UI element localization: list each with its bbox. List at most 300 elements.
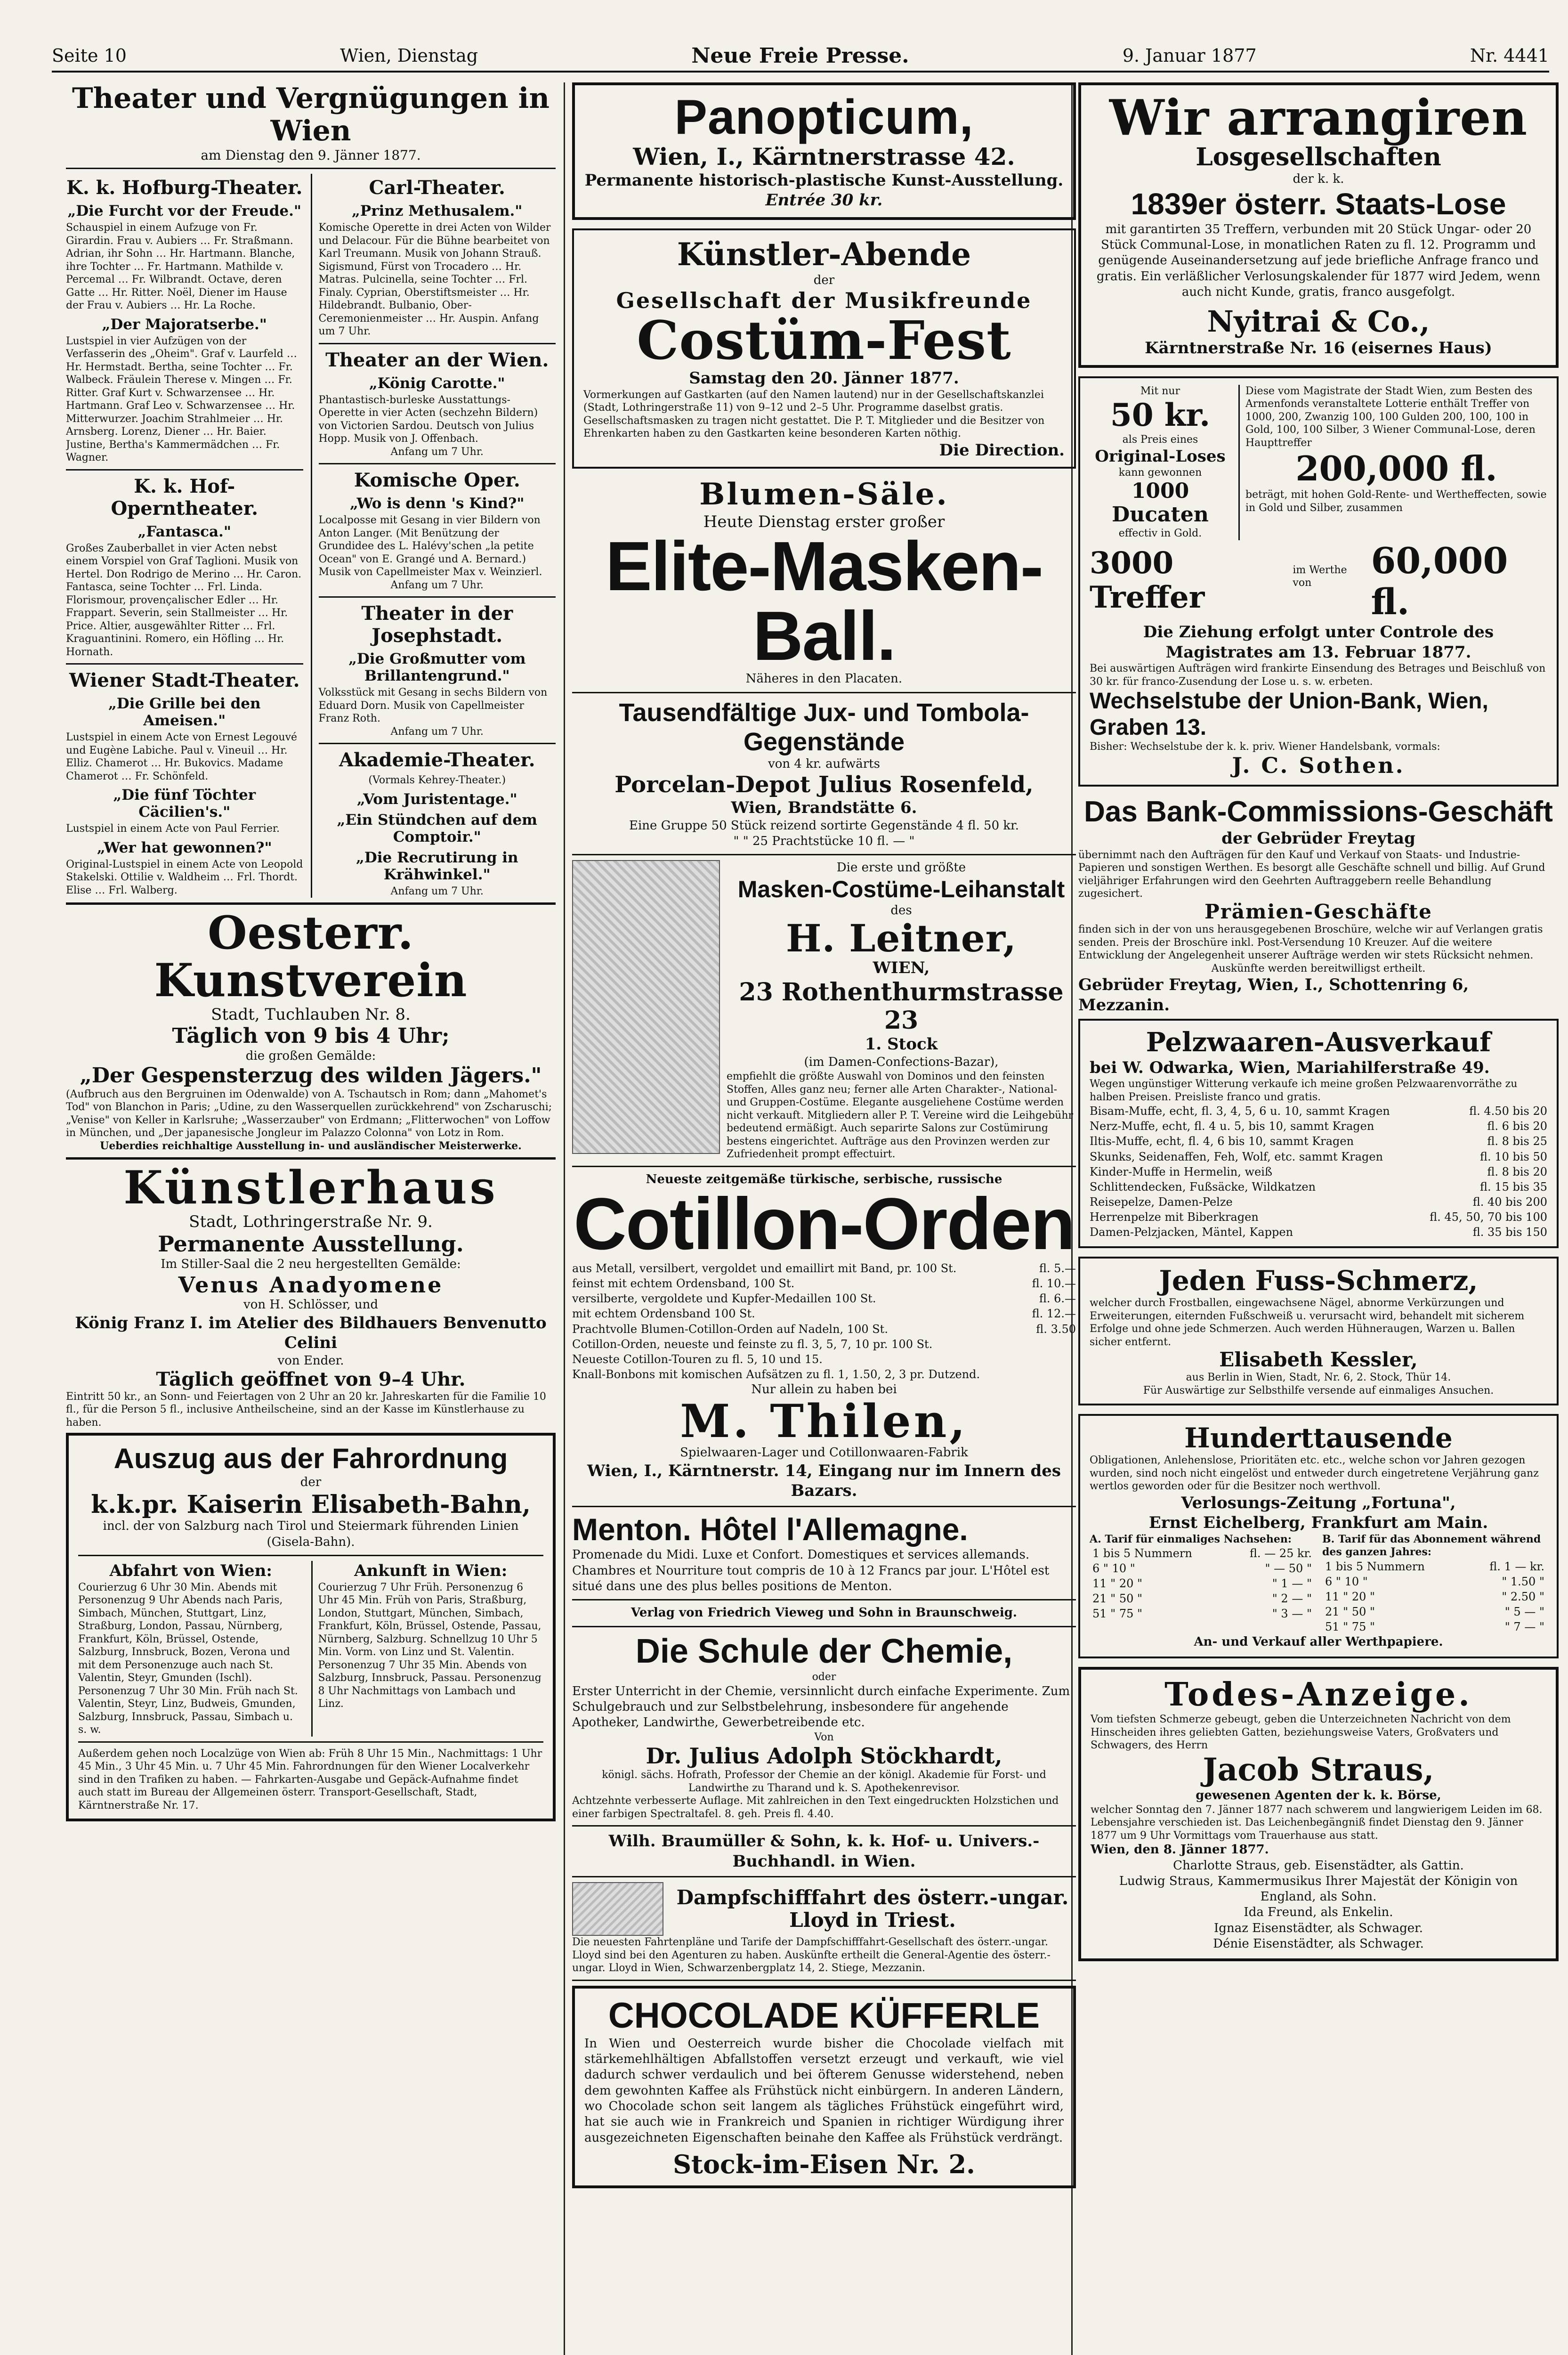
price-item: Iltis-Muffe, echt, fl. 4, 6 bis 10, sammt Kragen (1090, 1135, 1354, 1148)
ankunft-title: Ankunft in Wien: (354, 1561, 508, 1581)
tariff-row (1090, 1606, 1315, 1621)
play-cast: Localposse mit Gesang in vier Bildern von Anton Langer. (Mit Benützung der Grundidee des L. Halévy'schen „la petite Ocean" von E. Grangé und A. Bernard.) Musik von Capellmeister Max v. Weinzierl. (318, 514, 542, 578)
abfahrt-title: Abfahrt von Wien: (109, 1561, 272, 1581)
price-item: Herrenpelze mit Biberkragen (1090, 1210, 1259, 1224)
staatslose-title: Wir arrangiren (1109, 89, 1528, 146)
theater-name: Theater in der Josephstadt. (361, 602, 513, 647)
price-item: versilberte, vergoldete und Kupfer-Medaillen 100 St. (572, 1292, 876, 1306)
tariff-price: " 1 — " (1272, 1577, 1312, 1591)
column-right (1078, 82, 1559, 2355)
price-item: Reisepelze, Damen-Pelze (1090, 1195, 1233, 1209)
kunstverein-intro: die großen Gemälde: (245, 1048, 376, 1063)
price-item: Prachtvolle Blumen-Cotillon-Orden auf Nadeln, 100 St. (572, 1322, 888, 1336)
pelz-ad (1078, 1019, 1559, 1248)
kuefferle-text: In Wien und Oesterreich wurde bisher die Chocolade vielfach mit stärkemehlhältigen Abfallstoffen versetzt erzeugt und verkauft, wie viel dadurch schwer verdaulich und bei öfterem Genusse widerstehend, neben dem gewohnten Kaffee als Frühstück nicht einbürgern. In anderen Ländern, wo Chocolade schon seit langem als tägliches Frühstück eingeführt wird, hat sie auch wie in Frankreich und Spanien in richtiger Würdigung ihrer ausgezeichneten Eigenschaften beinahe den Kaffee als Frühstück verdrängt. (584, 2036, 1064, 2145)
fahrordnung-columns (78, 1561, 543, 1737)
price-item: mit echtem Ordensband 100 St. (572, 1307, 755, 1321)
theater-name: Wiener Stadt-Theater. (69, 669, 300, 691)
theater-col-b (311, 174, 556, 898)
tariff-numbers: 21 " 50 " (1092, 1592, 1143, 1606)
tariff-price: fl. — 25 kr. (1249, 1547, 1312, 1560)
kuenstlerabende-ad (572, 228, 1076, 469)
tariff-a (1090, 1533, 1315, 1634)
play-cast: Volksstück mit Gesang in sechs Bildern von Eduard Dorn. Musik von Capellmeister Franz Roth. (318, 687, 548, 724)
pelz-by: bei W. Odwarka, Wien, Mariahilferstraße 49. (1090, 1058, 1490, 1077)
issue-date: 9. Januar 1877 (1122, 45, 1257, 66)
todes-text: welcher Sonntag den 7. Jänner 1877 nach schwerem und langwierigem Leiden im 68. Lebensjahre verschieden ist. Das Leichenbegängniß findet Dienstag den 9. Jänner 1877 um 9 Uhr Vormittags vom Trauerhause aus statt. (1091, 1803, 1543, 1842)
todes-role: gewesenen Agenten der k. k. Börse, (1196, 1788, 1441, 1803)
kuenstlerhaus-show: Permanente Ausstellung. (158, 1231, 464, 1257)
unionbank-firm-pre: Bisher: Wechselstube der k. k. priv. Wiener Handelsbank, vormals: (1090, 740, 1440, 753)
price-value: fl. 10.— (1032, 1277, 1076, 1291)
staatslose-address: Kärntnerstraße Nr. 16 (eisernes Haus) (1145, 339, 1492, 358)
freytag-der: der Gebrüder Freytag (1221, 829, 1415, 848)
price-item: Schlittendecken, Fußsäcke, Wildkatzen (1090, 1180, 1316, 1194)
divider (319, 743, 556, 744)
play-title: „Die Furcht vor der Freude." (67, 203, 302, 219)
lloyd-text: Die neuesten Fahrtenpläne und Tarife der Dampfschifffahrt-Gesellschaft des österr.-ungar. Lloyd sind bei den Agenturen zu haben. Auskünfte ertheilt die General-Agentie des österr.-ungar. Lloyd in Wien, Schwarzenbergplatz 14, 2. Stiege, Mezzanin. (572, 1936, 1051, 1974)
tariff-row (1322, 1559, 1547, 1574)
unionbank-left-line: Original-Loses (1095, 447, 1226, 466)
price-value: fl. 8 bis 25 (1487, 1135, 1547, 1148)
price-value: fl. 35 bis 150 (1472, 1226, 1547, 1239)
play-cast: Lustspiel in vier Aufzügen von der Verfasserin des „Oheim". Graf v. Laurfeld … Hr. Hermstadt. Bertha, seine Tochter … Fr. Walbeck. Fräulein Therese v. Mingen … Fr. Ritter. Graf Kurt v. Schwarzensee … Hr. Hartmann. Graf Leo v. Schwarzensee … Hr. Mitterwurzer. Joachim Strahlmeier … Hr. Arnsberg. Lorenz, Diener … Hr. Baier. Justine, Bertha's Kammermädchen … Fr. Wagner. (66, 335, 297, 463)
lloyd-title: Dampfschifffahrt des österr.-ungar. Lloyd in Triest. (676, 1885, 1069, 1932)
todes-anzeige (1078, 1667, 1559, 1961)
divider (572, 854, 1076, 855)
theater-name: K. k. Hof-Operntheater. (111, 475, 259, 520)
price-item: Neueste Cotillon-Touren zu fl. 5, 10 und 15. (572, 1352, 823, 1366)
page-header (52, 41, 1549, 73)
divider (78, 1741, 543, 1743)
leitner-name: H. Leitner, (785, 916, 1017, 961)
tombola-address: Wien, Brandstätte 6. (731, 798, 917, 818)
kuefferle-ad (572, 1986, 1076, 2188)
fahrordnung-der: der (300, 1475, 322, 1490)
play-title: „Die Großmutter vom Brillantengrund." (348, 650, 526, 684)
kunstverein-title: Oesterr. Kunstverein (154, 906, 468, 1007)
menton-text: Promenade du Midi. Luxe et Confort. Domestiques et services allemands. Chambres et Nourriture tout compris de 10 à 12 Francs par jour. L'Hôtel est situé dans une des plus belles positions de Menton. (572, 1548, 1050, 1594)
kuenstlerhaus-hours: Täglich geöffnet von 9–4 Uhr. (156, 1368, 466, 1390)
kuenstlerhaus-work2: König Franz I. im Atelier des Bildhauers Benvenutto Celini (75, 1313, 547, 1353)
todes-signer: Ignaz Eisenstädter, als Schwager. (1214, 1921, 1423, 1935)
freytag-text: übernimmt nach den Aufträgen für den Kauf und Verkauf von Staats- und Industrie-Papieren und sonstigen Werthen. Es besorgt alle Geschäfte schnell und billig. Auf Grund vieljähriger Erfahrungen wird den Geehrten Auftraggebern reelle Behandlung zugesichert. (1078, 849, 1545, 900)
tariff-price: fl. 1 — kr. (1489, 1559, 1544, 1573)
lloyd-ad (572, 1882, 1076, 1936)
page-number: Seite 10 (52, 45, 127, 66)
price-row (1090, 1104, 1547, 1119)
chemie-text: Erster Unterricht in der Chemie, versinnlicht durch einfache Experimente. Zum Schulgebrauch und zur Selbstbelehrung, insbesondere für angehende Apotheker, Landwirthe, Gewerbetreibende etc. (572, 1684, 1070, 1730)
tariff-price: " 2.50 " (1502, 1590, 1544, 1603)
price-row (1090, 1149, 1547, 1164)
panopticum-entry: Entrée 30 kr. (765, 191, 883, 210)
play-cast: Lustspiel in einem Acte von Ernest Legouvé und Eugène Labiche. Paul v. Vineuil … Hr. Elliz. Chamerot … Hr. Bukovics. Madame Chamerot … Fr. Schönfeld. (66, 731, 298, 782)
fuss-name: Elisabeth Kessler, (1219, 1348, 1418, 1372)
theater-listing (66, 174, 556, 898)
tariff-numbers: 21 " 50 " (1325, 1605, 1375, 1618)
leitner-floor: 1. Stock (865, 1035, 938, 1054)
staatslose-line3: 1839er österr. Staats-Lose (1131, 187, 1506, 221)
cotillon-address: Wien, I., Kärntnerstr. 14, Eingang nur im Innern des Bazars. (587, 1461, 1061, 1501)
fahrordnung-bahn: k.k.pr. Kaiserin Elisabeth-Bahn, (91, 1490, 531, 1519)
kunstverein-text: (Aufbruch aus den Bergruinen im Odenwalde) von A. Tschautsch in Rom; dann „Mahomet's Tod" von Blanchon in Paris; „Udine, zu den Wasserquellen zurückkehrend" von Zscharuschi; „Venise" von Keller in Karlsruhe; „Wasserzauber" von Erdmann; „Flitterwochen" von Loffow in München, und „Der japanesische Jongleur im Palazzo Colonna" von Lotz in Rom. (66, 1088, 552, 1139)
tariff-a-table (1090, 1546, 1315, 1621)
price-row (1090, 1134, 1547, 1149)
kuefferle-title: CHOCOLADE KÜFFERLE (608, 1995, 1040, 2036)
kunstverein-hours: Täglich von 9 bis 4 Uhr; (172, 1024, 450, 1048)
cotillon-name: M. Thilen, (680, 1394, 968, 1448)
kuenstlerabende-text: Vormerkungen auf Gastkarten (auf den Namen lautend) nur in der Gesellschaftskanzlei (Stadt, Lothringerstraße 11) von 9–12 und 2–5 Uhr. Programme daselbst gratis. Gesellschaftsmasken zu tragen nicht gestattet. Die P. T. Mitglieder und die Besitzer von Ehrenkarten haben zu den Gastkarten keine besonderen Karten nöthig. (583, 389, 1045, 440)
price-row (1090, 1179, 1547, 1194)
play-title: „Prinz Methusalem." (352, 203, 523, 219)
kuenstlerabende-society: Gesellschaft der Musikfreunde (616, 287, 1032, 313)
leitner-ad (572, 860, 1076, 1161)
pelz-intro: Wegen ungünstiger Witterung verkaufe ich meine großen Pelzwaarenvorräthe zu halben Preisen. Preisliste franco und gratis. (1090, 1078, 1518, 1103)
abfahrt-text: Courierzug 6 Uhr 30 Min. Abends mit Personenzug 9 Uhr Abends nach Paris, Simbach, München, Stuttgart, Linz, Straßburg, London, Passau, Nürnberg, Frankfurt, Köln, Brüssel, Ostende, Salzburg, Innsbruck, Bozen, Verona und mit dem Personenzuge auch nach St. Valentin, Steyr, Gmunden (Ischl). Personenzug 7 Uhr 30 Min. Früh nach St. Valentin, Steyr, Linz, Budweis, Gmunden, Salzburg, Innsbruck, Passau, Simbach u. s. w. (78, 1581, 298, 1736)
tariff-price: " 2 — " (1272, 1592, 1312, 1606)
play-title: „Die fünf Töchter Cäcilien's." (113, 787, 256, 820)
braumueller-line: Wilh. Braumüller & Sohn, k. k. Hof- u. Univers.-Buchhandl. in Wien. (608, 1832, 1040, 1871)
kuenstlerabende-sign: Die Direction. (939, 440, 1065, 460)
play-title: „König Carotte." (369, 374, 505, 392)
masthead: Neue Freie Presse. (691, 43, 909, 68)
unionbank-left (1090, 385, 1231, 540)
tariff-numbers: 51 " 75 " (1092, 1607, 1143, 1621)
theater-name: K. k. Hofburg-Theater. (66, 177, 303, 199)
price-row (572, 1352, 1076, 1367)
todes-text: Vom tiefsten Schmerze gebeugt, geben die Unterzeichneten Nachricht von dem Hinscheiden ihres geliebten Gatten, beziehungsweise Vaters, Großvaters und Schwagers, des Herrn (1091, 1713, 1511, 1752)
play-cast: Lustspiel in einem Acte von Paul Ferrier. (66, 823, 280, 835)
vieweg-line: Verlag von Friedrich Vieweg und Sohn in Braunschweig. (631, 1606, 1017, 1620)
unionbank-total-value: 60,000 fl. (1371, 539, 1508, 623)
theater-name: Akademie-Theater. (339, 749, 535, 771)
unionbank-top (1090, 385, 1547, 540)
price-value: fl. 10 bis 50 (1480, 1150, 1547, 1163)
theater-section-title: Theater und Vergnügungen in Wien (72, 82, 550, 147)
leitner-text: empfiehlt die größte Auswahl von Dominos und den feinsten Stoffen, Alles ganz neu; ferner alle Arten Charakter-, National- und Gruppen-Costüme. Elegante ausgeliehene Costüme werden nicht verkauft. Mitgliedern aller P. T. Vereine wird die Leihgebühr bedeutend ermäßigt. Auch separirte Salons zur Costümirung bestens eingerichtet. Aufträge aus den Provinzen werden zur Zufriedenheit prompt effectuirt. (727, 1071, 1074, 1161)
column-rule (564, 82, 565, 2355)
harlequin-illustration (572, 860, 720, 1154)
panopticum-title: Panopticum, (674, 90, 974, 145)
tariff-tables (1090, 1533, 1547, 1634)
pelz-price-list (1090, 1104, 1547, 1240)
tariff-row (1090, 1561, 1315, 1576)
kuenstlerabende-der: der (813, 273, 835, 287)
unionbank-total-mid: im Werthe von (1293, 564, 1347, 589)
start-time: Anfang um 7 Uhr. (390, 725, 484, 738)
leitner-des: des (890, 903, 912, 918)
price-value: fl. 5.— (1039, 1262, 1076, 1275)
price-row (572, 1367, 1076, 1382)
chemie-author-text: königl. sächs. Hofrath, Professor der Chemie an der königl. Akademie für Forst- und Landwirthe zu Tharand und k. S. Apothekenrevisor. (602, 1769, 1046, 1794)
start-time: Anfang um 7 Uhr. (390, 885, 484, 897)
unionbank-note: Bei auswärtigen Aufträgen wird frankirte Einsendung des Betrages und Beischluß von 30 kr. für franco-Zusendung der Lose u. s. w. erbeten. (1090, 663, 1546, 688)
divider (572, 1825, 1076, 1827)
todes-name: Jacob Straus, (1203, 1751, 1434, 1788)
staatslose-line1: Losgesellschaften (1196, 143, 1441, 172)
kuenstlerabende-title: Künstler-Abende (677, 236, 971, 273)
divider (66, 902, 556, 905)
start-time: Anfang um 7 Uhr. (390, 446, 484, 458)
leitner-intro: Die erste und größte (836, 861, 966, 875)
leitner-text-block (727, 860, 1076, 1161)
price-value: fl. 6 bis 20 (1487, 1120, 1547, 1133)
price-row (572, 1306, 1076, 1321)
fahrordnung-incl: incl. der von Salzburg nach Tirol und Steiermark führenden Linien (Gisela-Bahn). (103, 1519, 519, 1549)
price-item: Cotillon-Orden, neueste und feinste zu fl. 3, 5, 7, 10 pr. 100 St. (572, 1337, 933, 1351)
kunstverein-note: Ueberdies reichhaltige Ausstellung in- und ausländischer Meisterwerke. (100, 1139, 522, 1152)
unionbank-stube: Wechselstube der Union-Bank, Wien, Graben 13. (1090, 689, 1488, 740)
todes-date: Wien, den 8. Jänner 1877. (1091, 1843, 1269, 1857)
price-value: fl. 3.50 (1036, 1322, 1076, 1336)
play-title: „Die Recrutirung in Krähwinkel." (356, 849, 518, 883)
issue-number: Nr. 4441 (1470, 45, 1549, 66)
blumensaele-event: Elite-Masken-Ball. (605, 528, 1043, 675)
theater-name: Carl-Theater. (369, 177, 505, 199)
kuefferle-address: Stock-im-Eisen Nr. 2. (673, 2149, 975, 2179)
city-date: Wien, Dienstag (340, 45, 478, 66)
pelz-title: Pelzwaaren-Ausverkauf (1146, 1027, 1491, 1058)
unionbank-left-line: als Preis eines (1122, 434, 1198, 446)
hunderttausende-text: Obligationen, Anlehenslose, Prioritäten etc. etc., welche schon vor Jahren gezogen wurden, sind noch nicht eingelöst und entweder durch eingetretene Verjährung ganz wertlos geworden oder für die Besitzer noch werthvoll. (1090, 1454, 1539, 1493)
cotillon-price-list (572, 1261, 1076, 1382)
kuenstlerabende-event: Costüm-Fest (637, 309, 1011, 372)
fahrordnung-foot: Außerdem gehen noch Localzüge von Wien ab: Früh 8 Uhr 15 Min., Nachmittags: 1 Uhr 45 Min., 3 Uhr 45 Min. u. 7 Uhr 45 Min. Fahrordnungen für den Wiener Localverkehr sind in den Trafiken zu haben. — Fahrkarten-Ausgabe und Gepäck-Aufnahme findet auch statt im Bureau der Allgemeinen österr. Transport-Gesellschaft, Stadt, Kärntnerstraße Nr. 17. (78, 1747, 542, 1811)
price-value: fl. 45, 50, 70 bis 100 (1430, 1210, 1547, 1224)
abfahrt-column (78, 1561, 304, 1737)
divider (572, 1980, 1076, 1981)
play-title: „Vom Juristentage." (356, 790, 517, 808)
tariff-price: " 5 — " (1504, 1605, 1544, 1618)
price-row (1090, 1210, 1547, 1225)
divider (572, 1599, 1076, 1600)
todes-signers (1091, 1858, 1546, 1952)
price-row (572, 1276, 1076, 1291)
play-title: „Wer hat gewonnen?" (97, 839, 272, 856)
blumensaele-intro: Heute Dienstag erster großer (703, 512, 945, 531)
unionbank-total (1090, 540, 1547, 623)
divider (319, 463, 556, 464)
unionbank-left-line: kann gewonnen (1118, 467, 1202, 479)
unionbank-firm: J. C. Sothen. (1232, 753, 1405, 779)
freytag-sign: Auskünfte werden bereitwilligst ertheilt. (1211, 962, 1426, 974)
tariff-row (1322, 1589, 1547, 1604)
kuenstlerabende-date: Samstag den 20. Jänner 1877. (689, 369, 959, 388)
unionbank-left-line: effectiv in Gold. (1118, 528, 1202, 540)
price-item: Skunks, Seidenaffen, Feh, Wolf, etc. sammt Kragen (1090, 1150, 1383, 1163)
theater-name: Komische Oper. (354, 469, 520, 491)
chemie-edition: Achtzehnte verbesserte Auflage. Mit zahlreichen in den Text eingedruckten Holzstichen und einer farbigen Spectraltafel. 8. geh. Preis fl. 4.40. (572, 1795, 1059, 1820)
play-title: „Fantasca." (137, 523, 232, 540)
kuenstlerhaus-work1-by: von H. Schlösser, und (243, 1298, 378, 1312)
hunderttausende-zeitung: Verlosungs-Zeitung „Fortuna", (1181, 1493, 1456, 1512)
hunderttausende-firm: Ernst Eichelberg, Frankfurt am Main. (1148, 1513, 1488, 1533)
tariff-row (1090, 1546, 1315, 1561)
tariff-price: " 7 — " (1504, 1620, 1544, 1633)
steamship-illustration (572, 1882, 663, 1936)
price-row (572, 1337, 1076, 1352)
unionbank-right-text: Diese vom Magistrate der Stadt Wien, zum Besten des Armenfonds veranstaltete Lotterie enthält Treffer von 1000, 200, Zwanzig 100, 100 Gulden 200, 100, 100 in Gold, 100, 100 Silber, 3 Wiener Communal-Lose, deren Haupttreffer (1245, 385, 1536, 449)
freytag-address: Gebrüder Freytag, Wien, I., Schottenring 6, Mezzanin. (1078, 975, 1469, 1015)
todes-title: Todes-Anzeige. (1164, 1675, 1472, 1713)
freytag-title: Das Bank-Commissions-Geschäft (1084, 796, 1553, 828)
play-cast: Original-Lustspiel in einem Acte von Leopold Stakelski. Ottilie v. Waldheim … Frl. Thordt. Elise … Frl. Walberg. (66, 858, 303, 896)
play-title: „Der Majoratserbe." (102, 316, 267, 333)
unionbank-left-line: Mit nur (1140, 385, 1180, 397)
tariff-b (1322, 1533, 1547, 1634)
kuenstlerhaus-title: Künstlerhaus (123, 1161, 498, 1215)
price-item: Damen-Pelzjacken, Mäntel, Kappen (1090, 1226, 1293, 1239)
divider (66, 168, 556, 169)
chemie-oder: oder (812, 1671, 836, 1683)
price-item: aus Metall, versilbert, vergoldet und emaillirt mit Band, pr. 100 St. (572, 1262, 957, 1275)
divider (572, 1626, 1076, 1627)
kunstverein-address: Stadt, Tuchlauben Nr. 8. (211, 1005, 411, 1024)
play-title: „Ein Stündchen auf dem Comptoir." (337, 811, 537, 845)
cotillon-intro: Neueste zeitgemäße türkische, serbische, russische (646, 1172, 1002, 1186)
fuss-address: aus Berlin in Wien, Stadt, Nr. 6, 2. Stock, Thür 14. (1186, 1372, 1451, 1384)
price-item: Kinder-Muffe in Hermelin, weiß (1090, 1165, 1272, 1178)
price-row (1090, 1194, 1547, 1210)
tariff-price: " — 50 " (1265, 1562, 1312, 1575)
todes-signer: Dénie Eisenstädter, als Schwager. (1213, 1936, 1424, 1951)
panopticum-address: Wien, I., Kärntnerstrasse 42. (633, 143, 1015, 171)
ankunft-text: Courierzug 7 Uhr Früh. Personenzug 6 Uhr 45 Min. Früh von Paris, Straßburg, London, Stuttgart, München, Simbach, Frankfurt, Köln, Brüssel, Ostende, Passau, Nürnberg, Salzburg. Schnellzug 10 Uhr 5 Min. Vorm. von Linz und St. Valentin. Personenzug 7 Uhr 35 Min. Abends von Salzburg, Innsbruck, Passau. Personenzug 8 Uhr Nachmittags von Lambach und Linz. (318, 1581, 542, 1710)
theater-date: am Dienstag den 9. Jänner 1877. (201, 147, 421, 163)
price-value: fl. 15 bis 35 (1480, 1180, 1547, 1194)
menton-title: Menton. Hôtel l'Allemagne. (572, 1511, 968, 1547)
tariff-row (1090, 1576, 1315, 1591)
unionbank-right (1238, 385, 1547, 540)
play-cast: Schauspiel in einem Aufzuge von Fr. Girardin. Frau v. Aubiers … Fr. Straßmann. Adrian, ihr Sohn … Hr. Hartmann. Blanche, ihre Tochter … Fr. Hartmann. Mathilde v. Percemal … Fr. Wilbrandt. Octave, deren Gatte … Hr. Ritter. Noël, Diener im Hause der Frau v. Aubiers … Hr. La Roche. (66, 222, 295, 311)
unionbank-treffer: 3000 Treffer (1090, 545, 1205, 616)
divider (572, 1876, 1076, 1877)
tombola-row: " " 25 Prachtstücke 10 fl. — " (733, 834, 915, 849)
theater-name: Theater an der Wien. (325, 349, 549, 371)
tombola-price: von 4 kr. aufwärts (768, 756, 880, 771)
tariff-numbers: 11 " 20 " (1092, 1577, 1143, 1591)
price-value: fl. 40 bis 200 (1472, 1195, 1547, 1209)
leitner-city: WIEN, (873, 958, 930, 978)
hunderttausende-ad (1078, 1414, 1559, 1658)
unionbank-right-text: beträgt, mit hohen Gold-Rente- und Wertheffecten, sowie in Gold und Silber, zusammen (1245, 489, 1547, 514)
divider (78, 1555, 543, 1556)
tariff-numbers: 51 " 75 " (1325, 1620, 1375, 1633)
tariff-row (1322, 1619, 1547, 1634)
column-middle (572, 82, 1076, 2355)
kuenstlerhaus-entry: Eintritt 50 kr., an Sonn- und Feiertagen von 2 Uhr an 20 kr. Jahreskarten für die Familie 10 fl., für die Person 5 fl., inclusive Antheilscheine, sind an der Kasse im Künstlerhause zu haben. (66, 1390, 546, 1429)
chemie-von: Von (814, 1731, 834, 1743)
freytag-premie-text: finden sich in der von uns herausgegebenen Broschüre, welche wir auf Verlangen gratis senden. Preis der Broschüre inkl. Post-Versendung 10 Kreuzer. Auf die weitere Entwicklung der Angelegenheit unserer Aufträge werden wir stets Rücksicht nehmen. (1078, 924, 1543, 962)
tariff-row (1322, 1604, 1547, 1619)
fahrordnung-title: Auszug aus der Fahrordnung (113, 1443, 508, 1475)
hunderttausende-title: Hunderttausende (1184, 1422, 1453, 1454)
price-item: Nerz-Muffe, echt, fl. 4 u. 5, bis 10, sammt Kragen (1090, 1120, 1374, 1133)
tariff-numbers: 6 " 10 " (1325, 1575, 1368, 1588)
tombola-title: Tausendfältige Jux- und Tombola-Gegenstände (619, 698, 1029, 756)
unionbank-draw: Die Ziehung erfolgt unter Controle des Magistrates am 13. Februar 1877. (1143, 623, 1494, 662)
tariff-numbers: 1 bis 5 Nummern (1092, 1547, 1192, 1560)
fuss-ad (1078, 1257, 1559, 1405)
kunstverein-painting: „Der Gespensterzug des wilden Jägers." (80, 1063, 542, 1088)
price-value: fl. 4.50 bis 20 (1469, 1104, 1547, 1118)
divider (572, 692, 1076, 693)
column-left (66, 82, 556, 2355)
kuenstlerhaus-work1: Venus Anadyomene (178, 1272, 444, 1298)
panopticum-desc: Permanente historisch-plastische Kunst-Ausstellung. (584, 171, 1064, 190)
chemie-title: Die Schule der Chemie, (635, 1632, 1013, 1670)
unionbank-price: 50 kr. (1110, 397, 1211, 434)
theater-note: (Vormals Kehrey-Theater.) (368, 774, 506, 786)
price-value: fl. 12.— (1032, 1307, 1076, 1321)
price-value: fl. 8 bis 20 (1487, 1165, 1547, 1178)
staatslose-firm: Nyitrai & Co., (1207, 304, 1430, 339)
price-item: feinst mit echtem Ordensband, 100 St. (572, 1277, 795, 1291)
cotillon-only: Nur allein zu haben bei (751, 1382, 897, 1397)
price-row (1090, 1164, 1547, 1179)
divider (319, 596, 556, 598)
divider (572, 1506, 1076, 1507)
price-item: Bisam-Muffe, echt, fl. 3, 4, 5, 6 u. 10, sammt Kragen (1090, 1104, 1390, 1118)
staatslose-line2: der k. k. (1293, 171, 1344, 186)
leitner-bazar: (im Damen-Confections-Bazar), (804, 1055, 999, 1069)
cotillon-title: Cotillon-Orden (574, 1183, 1075, 1266)
price-row (572, 1291, 1076, 1306)
tariff-row (1322, 1574, 1547, 1589)
todes-signer: Charlotte Straus, geb. Eisenstädter, als Gattin. (1173, 1858, 1464, 1873)
divider (66, 469, 303, 471)
tariff-b-table (1322, 1559, 1547, 1634)
play-cast: Phantastisch-burleske Ausstattungs-Operette in vier Acten (sechzehn Bildern) von Victorien Sardou. Deutsch von Julius Hopp. Musik von J. Offenbach. (318, 394, 538, 445)
chemie-author: Dr. Julius Adolph Stöckhardt, (646, 1743, 1002, 1769)
unionbank-ad (1078, 376, 1559, 787)
fuss-hours: Für Auswärtige zur Selbsthilfe versende auf einmaliges Ansuchen. (1143, 1384, 1494, 1397)
tariff-numbers: 1 bis 5 Nummern (1325, 1559, 1425, 1573)
price-row (1090, 1119, 1547, 1134)
staatslose-text: mit garantirten 35 Treffern, verbunden mit 20 Stück Ungar- oder 20 Stück Communal-Lose, in monatlichen Raten zu fl. 12. Programm und genügende Auseinandersetzung auf jede briefliche Anfrage franco und gratis. Ein verläßlicher Verlosungskalender für 1877 wird Jedem, wenn auch nicht Kunde, gratis, franco ausgefolgt. (1096, 222, 1541, 299)
unionbank-prize: 200,000 fl. (1295, 448, 1497, 489)
start-time: Anfang um 7 Uhr. (390, 579, 484, 591)
tariff-numbers: 6 " 10 " (1092, 1562, 1135, 1575)
theater-col-a (66, 174, 303, 898)
tombola-row: Eine Gruppe 50 Stück reizend sortirte Gegenstände 4 fl. 50 kr. (629, 818, 1019, 833)
kuenstlerhaus-work2-by: von Ender. (277, 1353, 344, 1368)
divider (572, 1166, 1076, 1167)
tariff-numbers: 11 " 20 " (1325, 1590, 1375, 1603)
play-cast: Großes Zauberballet in vier Acten nebst einem Vorspiel von Graf Taglioni. Musik von Hertel. Don Rodrigo de Merino … Hr. Caron. Fantasca, seine Tochter … Frl. Linda. Florismour, provençalischer Edler … Hr. Frappart. Severin, sein Stallmeister … Hr. Price. Altier, ausgewählter Ritter … Frl. Kraguantinini. Romero, ein Höfling … Hr. Hornath. (66, 542, 302, 658)
ankunft-column (311, 1561, 544, 1737)
unionbank-ducaten: 1000 Ducaten (1112, 479, 1209, 527)
divider (66, 1157, 556, 1160)
price-item: Knall-Bonbons mit komischen Aufsätzen zu fl. 1, 1.50, 2, 3 pr. Dutzend. (572, 1368, 980, 1381)
fahrordnung-ad (66, 1433, 556, 1821)
blumensaele-note: Näheres in den Placaten. (745, 672, 903, 686)
freytag-premie: Prämien-Geschäfte (1204, 900, 1432, 923)
divider (66, 663, 303, 665)
leitner-address: 23 Rothenthurmstrasse 23 (739, 977, 1064, 1035)
price-value: fl. 6.— (1039, 1292, 1076, 1306)
tariff-a-title: A. Tarif für einmaliges Nachsehen: (1090, 1533, 1292, 1545)
tariff-price: " 1.50 " (1502, 1575, 1544, 1588)
fuss-text: welcher durch Frostballen, eingewachsene Nägel, abnorme Verkürzungen und Erweiterungen, eiternden Fußschweiß u. verursacht wird, behandelt mit sicherem Erfolge und ohne jede Schmerzen. Auch werden Hühneraugen, Warzen u. Ballen sicher entfernt. (1090, 1297, 1525, 1348)
hunderttausende-foot: An- und Verkauf aller Werthpapiere. (1194, 1634, 1443, 1649)
divider (319, 343, 556, 344)
play-title: „Wo is denn 's Kind?" (350, 495, 525, 512)
cotillon-desc: Spielwaaren-Lager und Cotillonwaaren-Fabrik (680, 1445, 968, 1460)
price-row (572, 1322, 1076, 1337)
tariff-price: " 3 — " (1272, 1607, 1312, 1621)
tariff-b-title: B. Tarif für das Abonnement während des ganzen Jahres: (1322, 1533, 1541, 1559)
